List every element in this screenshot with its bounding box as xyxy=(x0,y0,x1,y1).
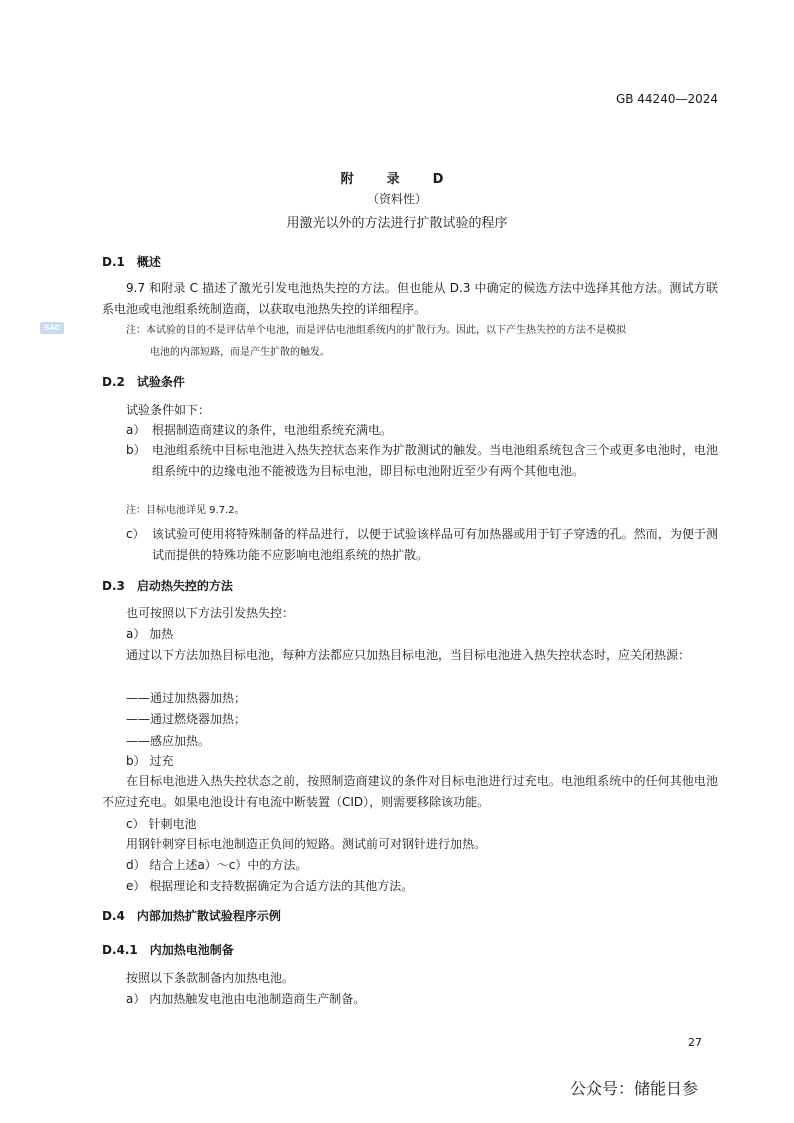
dash-item: ——感应加热。 xyxy=(126,734,211,748)
list-text: 该试验可使用将特殊制备的样品进行，以便于试验该样品可有加热器或用于钉子穿透的孔。然而，为便于测试而提供的特殊功能不应影响电池组系统的热扩散。 xyxy=(152,527,718,562)
section-d1-heading xyxy=(102,253,161,270)
list-text: 根据理论和支持数据确定为合适方法的其他方法。 xyxy=(149,879,414,893)
section-d4-heading xyxy=(102,907,281,924)
appendix-title: 附 录 D xyxy=(340,172,454,187)
list-text: 内加热触发电池由电池制造商生产制备。 xyxy=(149,992,366,1006)
section-d1-note-continued: 电池的内部短路，而是产生扩散的触发。 xyxy=(150,347,330,358)
section-d1-paragraph: 9.7 和附录 C 描述了激光引发电池热失控的方法。但也能从 D.3 中确定的候选方法中选择其他方法。测试方联系电池或电池组系统制造商，以获取电池热失控的详细程序。 xyxy=(102,281,718,316)
method-b-heading xyxy=(126,752,173,770)
method-label: 加热 xyxy=(149,627,174,641)
method-c-paragraph: 用钢针刺穿目标电池制造正负间的短路。测试前可对钢针进行加热。 xyxy=(126,837,487,851)
list-text: 结合上述a）～c）中的方法。 xyxy=(149,858,308,872)
section-title: 概述 xyxy=(136,255,161,269)
list-item xyxy=(126,990,365,1008)
list-marker: a） xyxy=(126,423,146,437)
section-d3-heading xyxy=(102,577,233,594)
section-title: 内加热电池制备 xyxy=(149,943,234,957)
method-b-paragraph: 在目标电池进入热失控状态之前，按照制造商建议的条件对目标电池进行过充电。电池组系统中的任何其他电池不应过充电。如果电池设计有电流中断装置（CID），则需要移除该功能。 xyxy=(102,774,718,809)
method-a-paragraph: 通过以下方法加热目标电池，每种方法都应只加热目标电池，当目标电池进入热失控状态时，应关闭热源： xyxy=(126,648,691,662)
standard-number: GB 44240—2024 xyxy=(615,92,718,106)
method-d-item xyxy=(126,856,307,874)
list-marker: c） xyxy=(126,527,145,541)
list-marker: a） xyxy=(126,627,146,641)
appendix-nature: （资料性） xyxy=(366,192,427,206)
section-d2-heading xyxy=(102,373,185,390)
list-text: 电池组系统中目标电池进入热失控状态来作为扩散测试的触发。当电池组系统包含三个或更多电池时，电池组系统中的边缘电池不能被选为目标电池，即目标电池附近至少有两个其他电池。 xyxy=(152,443,718,478)
list-marker: e） xyxy=(126,879,146,893)
list-marker: d） xyxy=(126,858,146,872)
list-item xyxy=(126,420,718,441)
sac-logo-stamp: SAC xyxy=(40,322,64,334)
list-marker: c） xyxy=(126,817,145,831)
section-title: 试验条件 xyxy=(136,375,185,389)
page-number: 27 xyxy=(688,1036,702,1049)
appendix-subtitle: 用激光以外的方法进行扩散试验的程序 xyxy=(286,216,508,231)
method-label: 过充 xyxy=(149,754,174,768)
section-title: 内部加热扩散试验程序示例 xyxy=(136,909,281,923)
list-marker: a） xyxy=(126,992,146,1006)
section-d41-heading xyxy=(102,941,234,958)
section-d2-note: 注：目标电池详见 9.7.2。 xyxy=(126,505,245,516)
section-number: D.1 xyxy=(102,255,125,269)
method-a-heading xyxy=(126,625,173,643)
section-number: D.3 xyxy=(102,579,125,593)
list-marker: b） xyxy=(126,443,146,457)
section-title: 启动热失控的方法 xyxy=(136,579,233,593)
section-d3-intro: 也可按照以下方法引发热失控： xyxy=(126,606,295,620)
list-item xyxy=(126,440,718,482)
watermark-text: 公众号：储能日参 xyxy=(569,1079,698,1098)
method-c-heading xyxy=(126,815,196,833)
dash-item: ——通过加热器加热； xyxy=(126,691,247,705)
method-e-item xyxy=(126,877,413,895)
list-text: 根据制造商建议的条件，电池组系统充满电。 xyxy=(152,423,393,437)
list-item xyxy=(126,524,718,566)
dash-item: ——通过燃烧器加热； xyxy=(126,712,247,726)
section-d1-note: 注：本试验的目的不是评估单个电池，而是评估电池组系统内的扩散行为。因此，以下产生热失控的方法不是模拟 xyxy=(126,325,626,336)
section-number: D.4 xyxy=(102,909,125,923)
list-marker: b） xyxy=(126,754,146,768)
section-d2-intro: 试验条件如下： xyxy=(126,403,211,417)
section-number: D.4.1 xyxy=(102,943,138,957)
method-label: 针刺电池 xyxy=(148,817,197,831)
section-number: D.2 xyxy=(102,375,125,389)
section-d41-intro: 按照以下条款制备内加热电池。 xyxy=(126,971,295,985)
